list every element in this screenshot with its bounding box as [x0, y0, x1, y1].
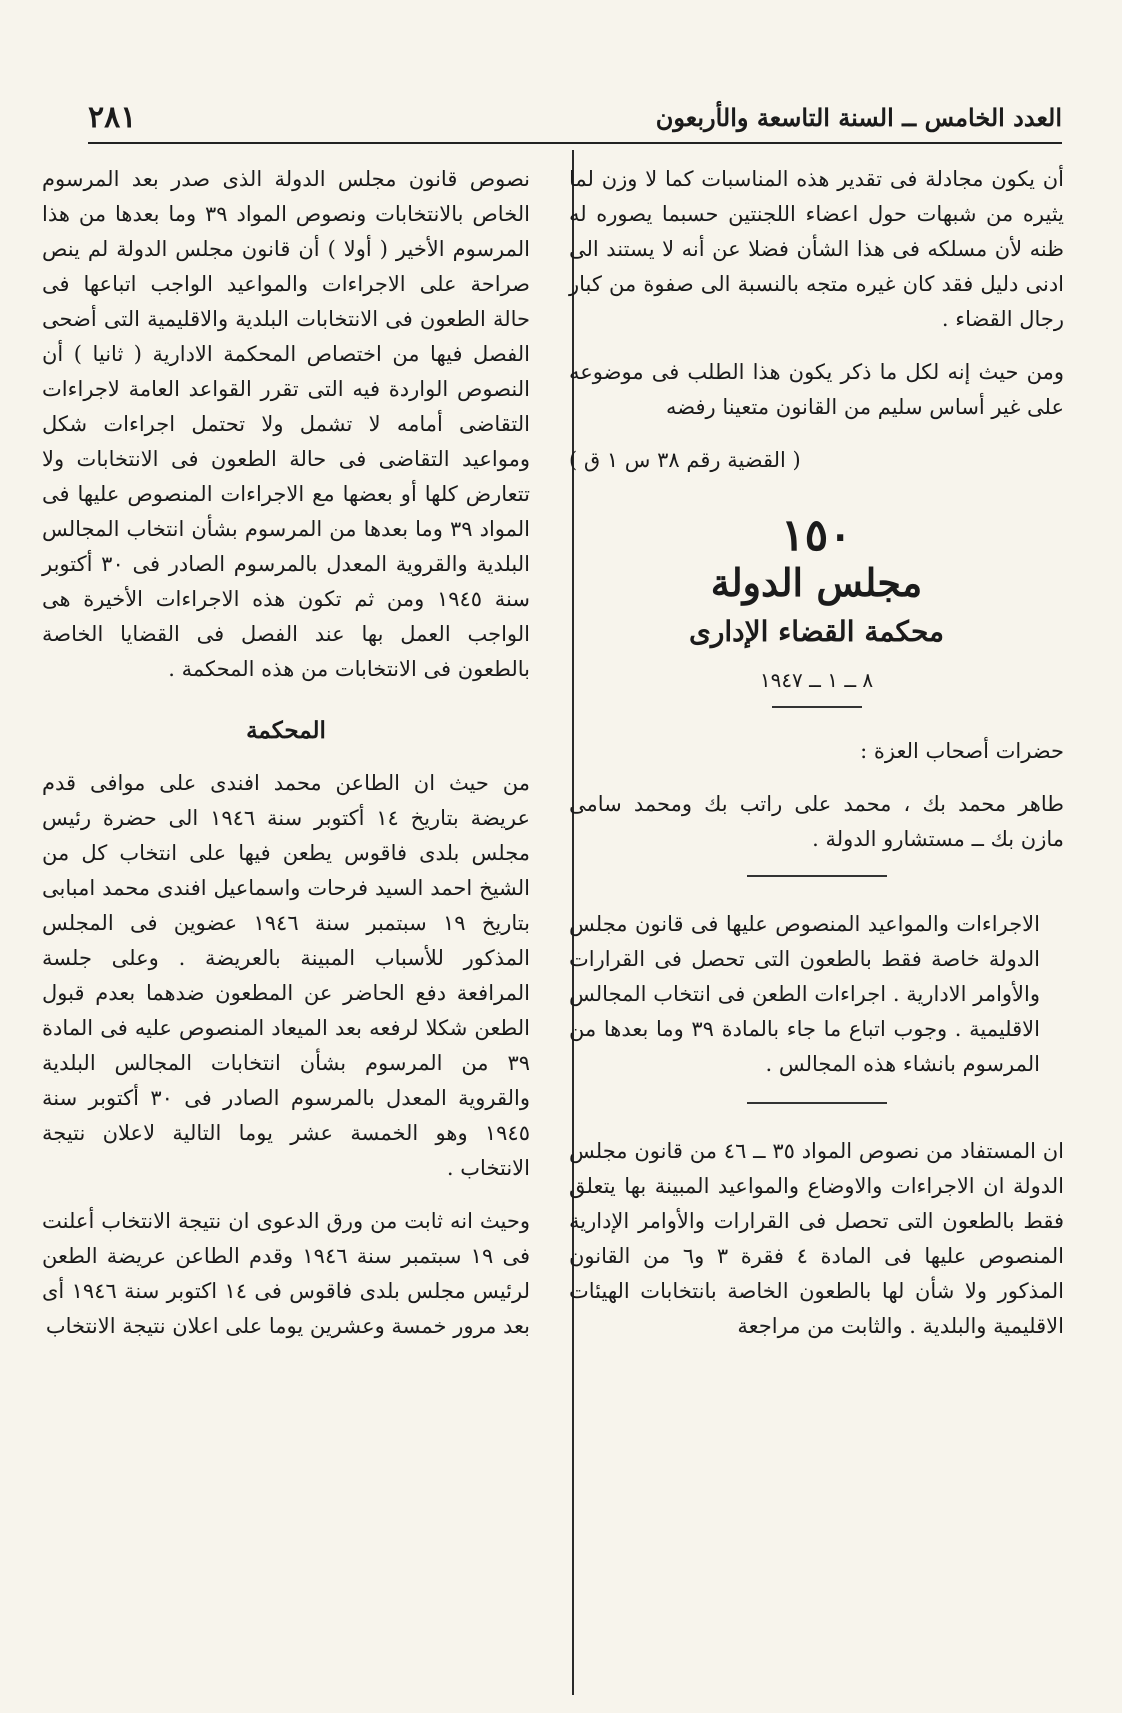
- headnote: الاجراءات والمواعيد المنصوص عليها فى قانون مجلس الدولة خاصة فقط بالطعون التى تحصل فى القرارات والأوامر الادارية . اجراءات الطعن فى انتخاب المجالس الاقليمية . وجوب اتباع ما جاء بالمادة ٣٩ وما بعدها من المرسوم بانشاء هذه المجالس .: [569, 912, 1040, 1076]
- paragraph: نصوص قانون مجلس الدولة الذى صدر بعد المرسوم الخاص بالانتخابات ونصوص المواد ٣٩ وما بعدها من هذا المرسوم الأخير ( أولا ) أن قانون مجلس الدولة لم ينص صراحة على الاجراءات والمواعيد الواجب اتباعها فى حالة الطعون فى الانتخابات البلدية والاقليمية التى أضحى الفصل فيها من اختصاص المحكمة الادارية ( ثانيا ) أن النصوص الواردة فيه التى تقرر القواعد العامة لاجراءات التقاضى أمامه لا تشمل ولا تحتمل اجراءات شكل ومواعيد التقاضى فى حالة الطعون فى الانتخابات ولا تتعارض كلها أو بعضها مع الاجراءات المنصوص عليها فى المواد ٣٩ وما بعدها من المرسوم بشأن انتخاب المجالس البلدية والقروية المعدل بالمرسوم الصادر فى ٣٠ أكتوبر سنة ١٩٤٥ ومن ثم تكون هذه الاجراءات الأخيرة هى الواجب العمل بها عند الفصل فى القضايا الخاصة بالطعون فى الانتخابات من هذه المحكمة .: [42, 167, 530, 681]
- page-header: [88, 92, 1062, 144]
- paragraph: أن يكون مجادلة فى تقدير هذه المناسبات كما لا وزن لما يثيره من شبهات حول اعضاء اللجنتين حسبما يصوره له ظنه لأن مسلكه فى هذا الشأن فضلا عن أنه لا يستند الى ادنى دليل فقد كان غيره متجه بالنسبة الى صفوة من كبار رجال القضاء .: [569, 167, 1064, 331]
- case-citation: ( القضية رقم ٣٨ س ١ ق ): [569, 448, 801, 472]
- chamber-name: محكمة القضاء الإدارى: [688, 615, 945, 648]
- judges-list: طاهر محمد بك ، محمد على راتب بك ومحمد سامى مازن بك ــ مستشارو الدولة .: [569, 792, 1064, 851]
- paragraph: وحيث انه ثابت من ورق الدعوى ان نتيجة الانتخاب أعلنت فى ١٩ سبتمبر سنة ١٩٤٦ وقدم الطاعن عريضة الطعن لرئيس مجلس بلدى فاقوس فى ١٤ اكتوبر سنة ١٩٤٦ أى بعد مرور خمسة وعشرين يوما على اعلان نتيجة الانتخاب: [42, 1209, 530, 1338]
- court-name: مجلس الدولة: [710, 560, 923, 605]
- separator: [747, 875, 887, 877]
- left-column: [42, 162, 530, 1362]
- running-title: العدد الخامس ــ السنة التاسعة والأربعون: [655, 102, 1062, 132]
- judgment-date: ٨ ــ ١ ــ ١٩٤٧: [759, 668, 874, 692]
- separator: [747, 1102, 887, 1104]
- paragraph: من حيث ان الطاعن محمد افندى على موافى قدم عريضة بتاريخ ١٤ أكتوبر سنة ١٩٤٦ الى حضرة رئيس مجلس بلدى فاقوس يطعن فيها على انتخاب كل من الشيخ احمد السيد فرحات واسماعيل افندى محمد امبابى بتاريخ ١٩ سبتمبر سنة ١٩٤٦ عضوين فى المجلس المذكور للأسباب المبينة بالعريضة . وعلى جلسة المرافعة دفع الحاضر عن المطعون ضدهما بعدم قبول الطعن شكلا لرفعه بعد الميعاد المنصوص عليه فى المادة ٣٩ من المرسوم بشأن انتخابات المجالس البلدية والقروية المعدل بالمرسوم الصادر فى ٣٠ أكتوبر سنة ١٩٤٥ وهو الخمسة عشر يوما التالية لاعلان نتيجة الانتخاب .: [42, 771, 531, 1180]
- separator: [772, 706, 862, 708]
- paragraph: ان المستفاد من نصوص المواد ٣٥ ــ ٤٦ من قانون مجلس الدولة ان الاجراءات والاوضاع والمواعيد المبينة بها يتعلق فقط بالطعون التى تحصل فى القرارات والأوامر الإدارية المنصوص عليها فى المادة ٤ فقرة ٣ و٦ من القانون المذكور ولا شأن لها بالطعون الخاصة بانتخابات الهيئات الاقليمية والبلدية . والثابت من مراجعة: [569, 1139, 1065, 1338]
- bench-label: حضرات أصحاب العزة :: [860, 739, 1064, 763]
- case-number: ١٥٠: [781, 510, 852, 561]
- right-column: [569, 162, 1064, 1362]
- section-title: المحكمة: [246, 717, 326, 744]
- page-number: ٢٨١: [88, 99, 137, 135]
- paragraph: ومن حيث إنه لكل ما ذكر يكون هذا الطلب فى موضوعه على غير أساس سليم من القانون متعينا رفضه: [569, 360, 1064, 419]
